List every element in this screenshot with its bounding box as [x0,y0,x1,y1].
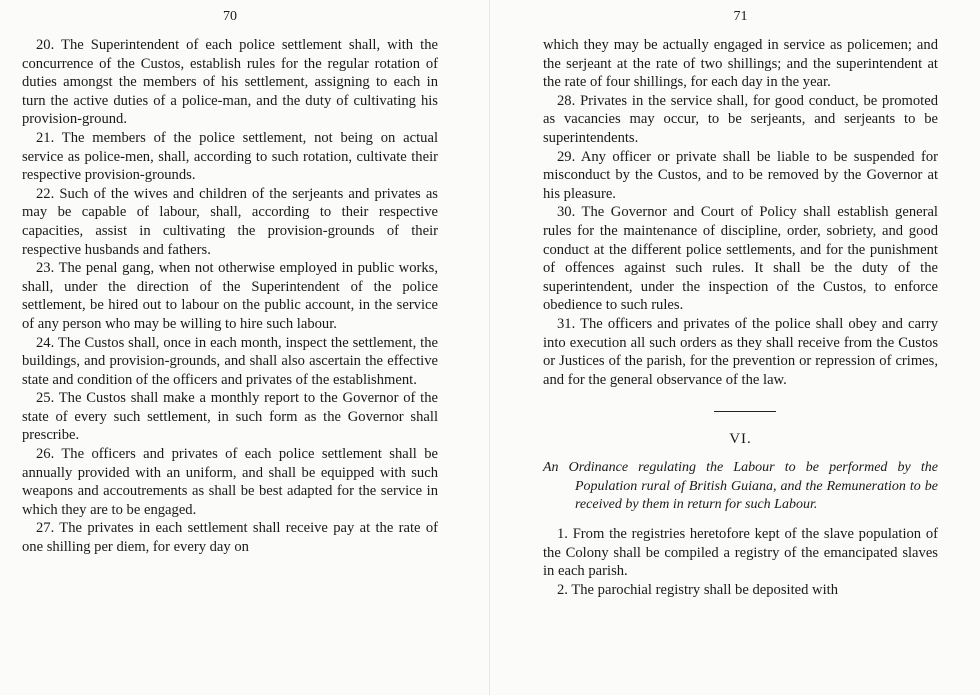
book-gutter [489,0,490,695]
ordinance-paragraph-2: 2. The parochial registry shall be deposited with [557,581,838,598]
paragraph-25: 25. The Custos shall make a monthly report to the Governor of the state of every such settlement, in such form as the Governor shall prescribe. [22,390,438,444]
paragraph-26: 26. The officers and privates of each police settlement shall be annually provided with an uniform, and shall be equipped with such weapons and accoutrements as shall be best adapted for the service in which they are to be engaged. [22,446,438,518]
section-divider [714,411,776,412]
right-page [543,8,938,599]
paragraph-31: 31. The officers and privates of the police shall obey and carry into execution all such orders as they shall receive from the Custos or Justices of the parish, for the prevention or repression of crimes, and for the general observance of the law. [543,315,938,388]
paragraph-20: 20. The Superintendent of each police settlement shall, with the concurrence of the Custos, establish rules for the regular rotation of duties amongst the members of his settlement, assigning to each in turn the active duties of a police-man, and the duty of cultivating his provision-ground. [22,37,438,128]
section-number: VI. [729,431,752,448]
paragraph-continuation: which they may be actually engaged in service as policemen; and the serjeant at the rate of two shillings; and the superintendent at the rate of four shillings, for each day in the year. [543,37,938,91]
paragraph-28: 28. Privates in the service shall, for good conduct, be promoted as vacancies may occur, to be serjeants, and serjeants to be superintendents. [543,92,938,146]
paragraph-27: 27. The privates in each settlement shall receive pay at the rate of one shilling per diem, for every day on [22,520,438,556]
paragraph-24: 24. The Custos shall, once in each month, inspect the settlement, the buildings, and provision-grounds, and shall also ascertain the effective state and condition of the officers and privates of the establishment. [22,334,438,388]
left-page [22,8,438,557]
paragraph-29: 29. Any officer or private shall be liable to be suspended for misconduct by the Custos, and to be removed by the Governor at his pleasure. [543,148,938,202]
paragraph-23: 23. The penal gang, when not otherwise employed in public works, shall, under the direction of the Superintendent of the police settlement, be hired out to labour on the public account, in the service of any person who may be willing to hire such labour. [22,260,438,332]
page-number-right: 71 [733,9,748,24]
paragraph-30: 30. The Governor and Court of Policy shall establish general rules for the maintenance of discipline, order, sobriety, and good conduct at the different police settlements, and for the punishment of offences against such rules. It shall be the duty of the superintendent, under the inspection of the Custos, to enforce obedience to such rules. [543,204,938,314]
ordinance-paragraph-1: 1. From the registries heretofore kept of the slave population of the Colony shall be compiled a registry of the emancipated slaves in each parish. [543,526,938,580]
paragraph-21: 21. The members of the police settlement, not being on actual service as police-men, shall, according to such rotation, cultivate their respective provision-grounds. [22,129,438,184]
paragraph-22: 22. Such of the wives and children of the serjeants and privates as may be capable of labour, shall, according to their respective capacities, assist in cultivating the provision-grounds of their respective husbands and fathers. [22,185,438,258]
page-number-left: 70 [223,9,237,24]
ordinance-title: An Ordinance regulating the Labour to be performed by the Population rural of British Guiana, and the Remuneration to be received by them in return for such Labour. [543,460,938,513]
